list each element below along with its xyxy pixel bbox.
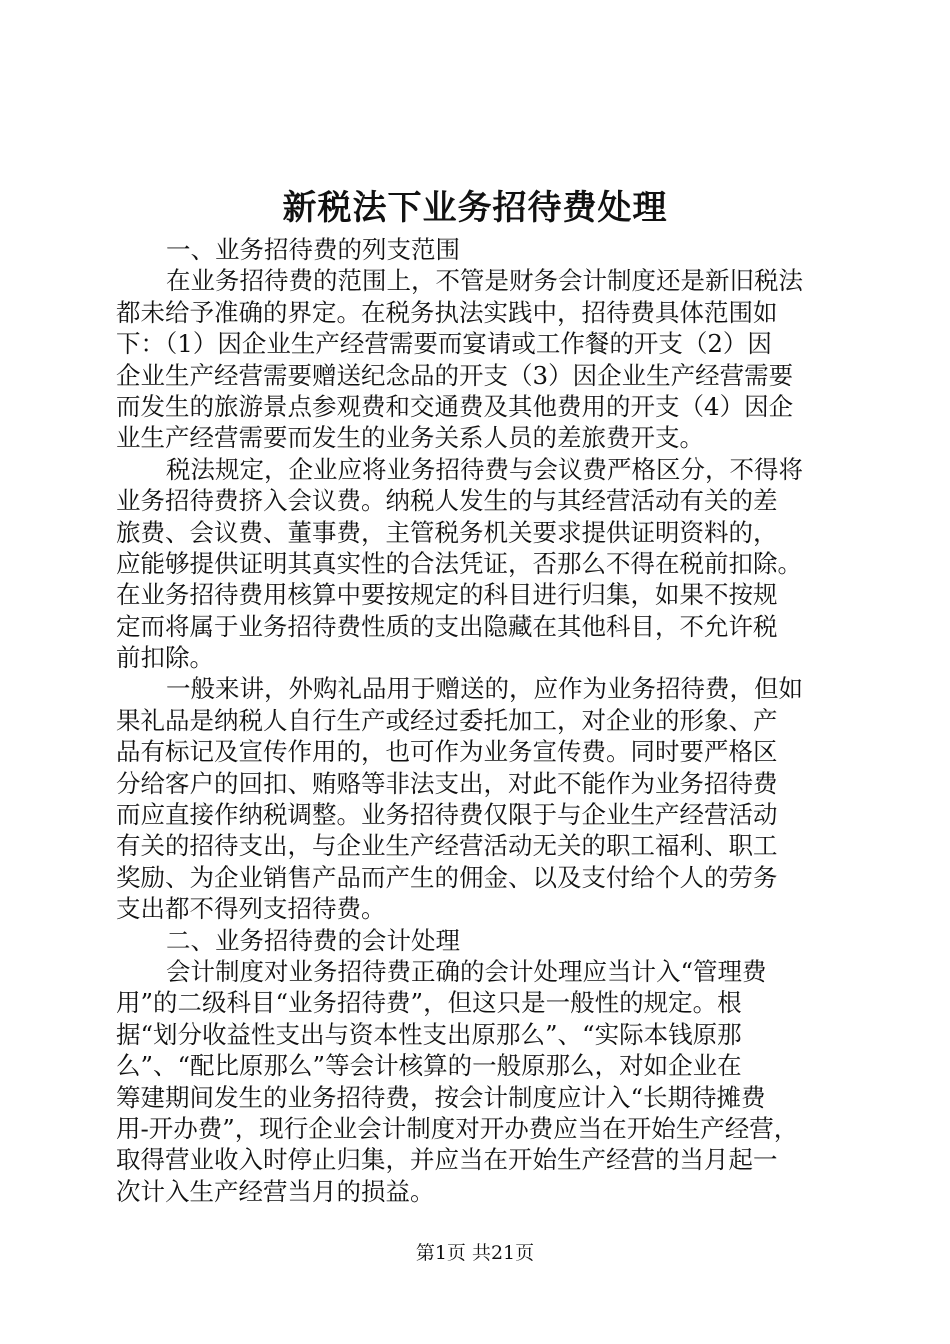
text-line: 筹建期间发生的业务招待费，按会计制度应计入“长期待摊费 <box>116 1082 766 1112</box>
text-line: 前扣除。 <box>116 643 214 673</box>
document-title: 新税法下业务招待费处理 <box>282 188 668 228</box>
text-line: 次计入生产经营当月的损益。 <box>116 1176 435 1206</box>
text-line: 业务招待费挤入会议费。纳税人发生的与其经营活动有关的差 <box>116 486 778 516</box>
text-line: 在业务招待费用核算中要按规定的科目进行归集，如果不按规 <box>116 580 778 610</box>
text-line: 定而将属于业务招待费性质的支出隐藏在其他科目，不允许税 <box>116 611 778 641</box>
text-line: 业生产经营需要而发生的业务关系人员的差旅费开支。 <box>116 423 704 453</box>
text-line: 而应直接作纳税调整。业务招待费仅限于与企业生产经营活动 <box>116 800 778 830</box>
text-line: 用-开办费”，现行企业会计制度对开办费应当在开始生产经营， <box>116 1113 799 1143</box>
text-line: 下：（1）因企业生产经营需要而宴请或工作餐的开支（2）因 <box>116 329 772 359</box>
section-heading-1: 一、业务招待费的列支范围 <box>166 235 460 264</box>
text-line: 而发生的旅游景点参观费和交通费及其他费用的开支（4）因企 <box>116 391 794 421</box>
text-line: 奖励、为企业销售产品而产生的佣金、以及支付给个人的劳务 <box>116 862 778 892</box>
text-line: 据“划分收益性支出与资本性支出原那么”、“实际本钱原那 <box>116 1019 742 1049</box>
text-line: 么”、“配比原那么”等会计核算的一般原那么，对如企业在 <box>116 1051 742 1081</box>
text-line: 支出都不得列支招待费。 <box>116 894 386 924</box>
text-line: 品有标记及宣传作用的，也可作为业务宣传费。同时要严格区 <box>116 737 778 767</box>
page-number-footer: 第1页 共21页 <box>415 1242 535 1264</box>
text-line: 应能够提供证明其真实性的合法凭证，否那么不得在税前扣除。 <box>116 548 802 578</box>
text-line: 分给客户的回扣、贿赂等非法支出，对此不能作为业务招待费 <box>116 768 778 798</box>
text-line: 都未给予准确的界定。在税务执法实践中，招待费具体范围如 <box>116 297 778 327</box>
section-heading-2: 二、业务招待费的会计处理 <box>166 925 460 955</box>
text-line: 在业务招待费的范围上，不管是财务会计制度还是新旧税法 <box>166 266 803 296</box>
text-line: 一般来讲，外购礼品用于赠送的，应作为业务招待费，但如 <box>166 674 803 704</box>
text-line: 旅费、会议费、董事费，主管税务机关要求提供证明资料的， <box>116 517 778 547</box>
text-line: 用”的二级科目“业务招待费”，但这只是一般性的规定。根 <box>116 988 742 1018</box>
text-line: 取得营业收入时停止归集，并应当在开始生产经营的当月起一 <box>116 1145 778 1175</box>
text-line: 有关的招待支出，与企业生产经营活动无关的职工福利、职工 <box>116 831 778 861</box>
text-line: 企业生产经营需要赠送纪念品的开支（3）因企业生产经营需要 <box>116 360 794 390</box>
text-line: 税法规定，企业应将业务招待费与会议费严格区分，不得将 <box>166 454 803 484</box>
text-line: 果礼品是纳税人自行生产或经过委托加工，对企业的形象、产 <box>116 705 778 735</box>
text-line: 会计制度对业务招待费正确的会计处理应当计入“管理费 <box>166 956 767 986</box>
document-body <box>116 234 836 1207</box>
